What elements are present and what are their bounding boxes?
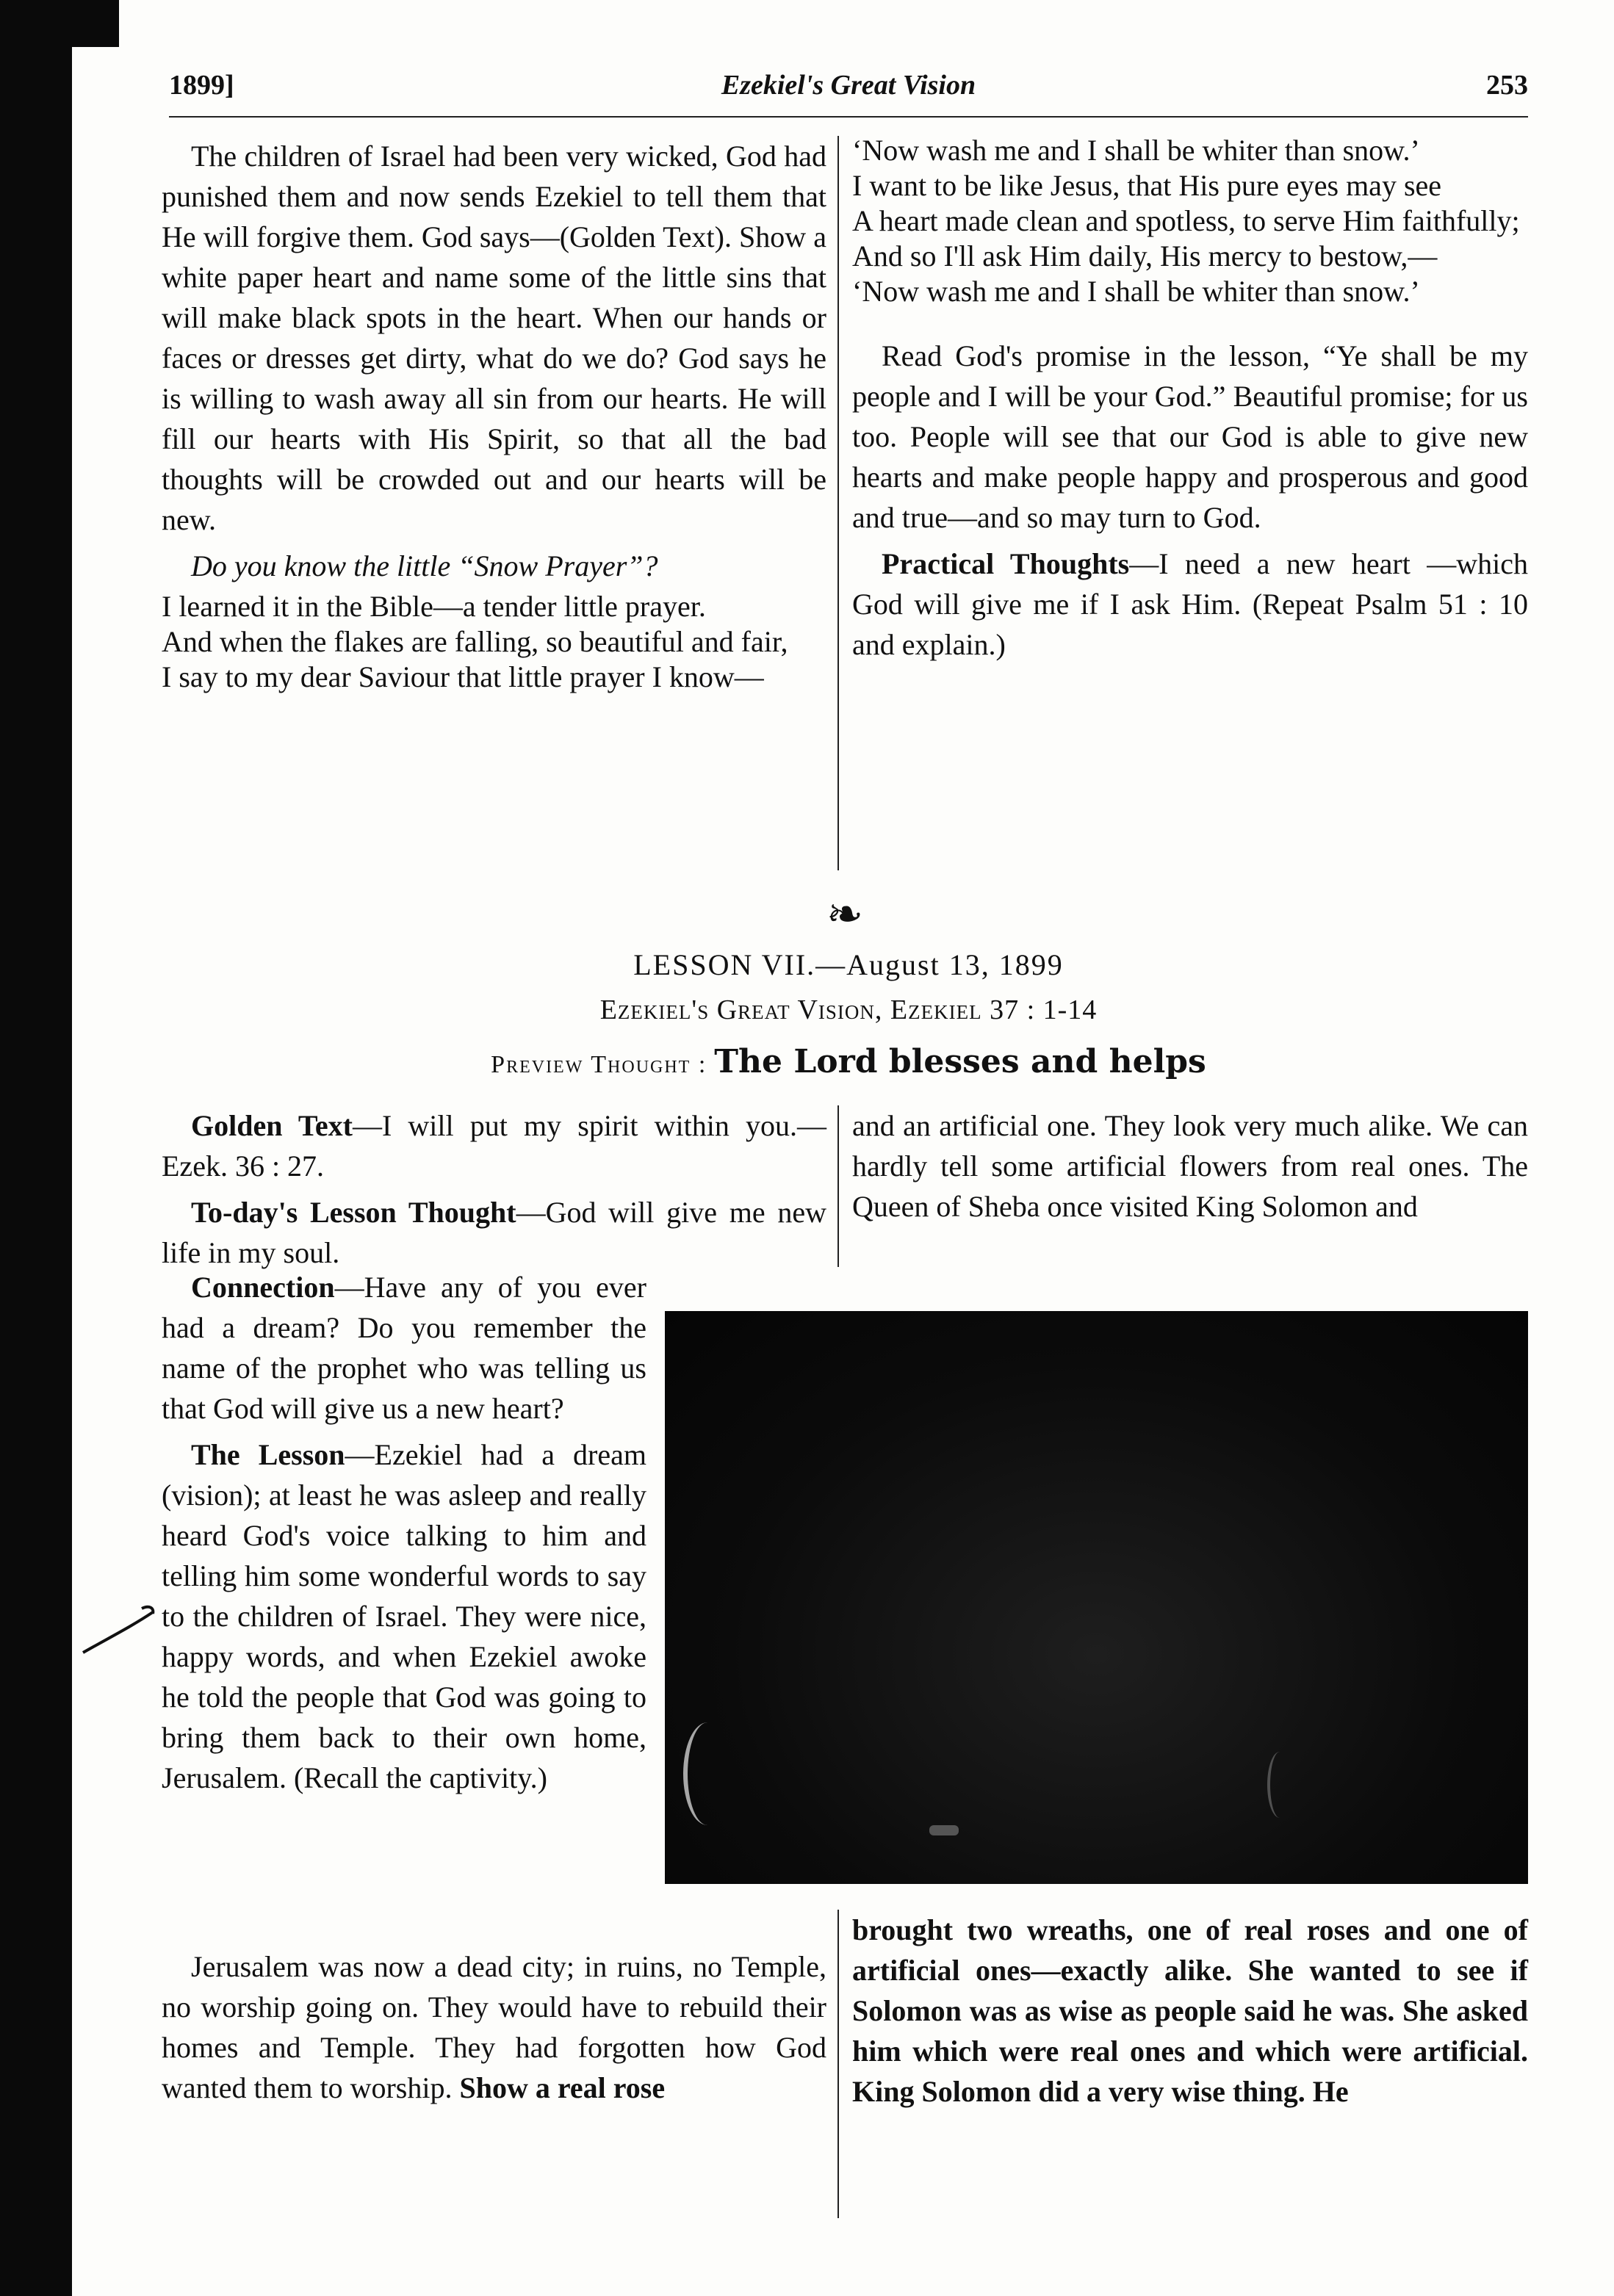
poem-line: I say to my dear Saviour that little prayer I know— (162, 660, 764, 693)
poem-line: And when the flakes are falling, so beautiful and fair, (162, 625, 788, 658)
connection-text: —Have any of you ever had a dream? Do you remember the name of the prophet who was telling us that God will give us a new heart? (162, 1271, 646, 1425)
lesson-paragraph (162, 1434, 646, 1798)
lesson-thought-label: To-day's Lesson Thought (191, 1196, 516, 1229)
column-divider (837, 1910, 839, 2218)
practical-thoughts-label: Practical Thoughts (882, 547, 1130, 580)
paragraph: Read God's promise in the lesson, “Ye shall be my people and I will be your God.” Beautiful promise; for us too. People will see that our God is able to give new hearts and make people happy and prosperous and good and true—and so may turn to God. (852, 339, 1528, 534)
paragraph: The children of Israel had been very wicked, God had punished them and now sends Ezekiel to tell them that He will forgive them. God says—(Golden Text). Show a white paper heart and name some of the little sins that will make black spots in the heart. When our hands or faces or dresses get dirty, what do we do? God says he is willing to wash away all sin from our hearts. He will fill our hearts with His Spirit, so that all the bad thoughts will be crowded out and our hearts will be new. (162, 140, 826, 536)
narrow-column (162, 1267, 646, 1804)
poem (852, 136, 1528, 306)
golden-text-label: Golden Text (191, 1109, 353, 1142)
page-number: 253 (1486, 70, 1528, 101)
preview-label: Preview Thought : (491, 1051, 707, 1078)
preview-text: The Lord blesses and helps (714, 1043, 1206, 1080)
header-title: Ezekiel's Great Vision (721, 70, 976, 101)
mid-left-column (162, 1105, 826, 1279)
poem-line: A heart made clean and spotless, to serve Him faithfully; (852, 204, 1520, 237)
lesson-label: The Lesson (191, 1438, 345, 1471)
photo-detail (683, 1722, 732, 1825)
paragraph: brought two wreaths, one of real roses and one of artificial ones—exactly alike. She wanted to see if Solomon was as wise as people said he was. She asked him which were real ones and which were artificial. King Solomon did a very wise thing. He (852, 1913, 1528, 2108)
golden-text-body: —I will put my spirit within you.—Ezek. 36 : 27. (162, 1109, 826, 1183)
handwritten-margin-mark (79, 1598, 160, 1656)
header-year: 1899] (169, 70, 234, 101)
photo-detail (1267, 1752, 1292, 1818)
paragraph-bold: Show a real rose (459, 2071, 666, 2104)
column-divider (837, 1105, 839, 1267)
top-right-column (852, 136, 1528, 671)
bottom-right-column (852, 1910, 1528, 2118)
binding-corner (72, 0, 119, 47)
lesson-text: —Ezekiel had a dream (vision); at least he was asleep and really heard God's voice talking to him and telling him some wonderful words to say to the children of Israel. They were nice, happy words, and when Ezekiel awoke he told the people that God was going to bring them back to their own home, Jerusalem. (Recall the captivity.) (162, 1438, 646, 1794)
paragraph: and an artificial one. They look very much alike. We can hardly tell some artificial flowers from real ones. The Queen of Sheba once visited King Solomon and (852, 1109, 1528, 1223)
top-left-column (162, 136, 826, 698)
running-header (169, 65, 1528, 118)
binding-edge (0, 0, 72, 2296)
bottom-left-column (162, 1946, 826, 2114)
connection-label: Connection (191, 1271, 335, 1304)
photograph (665, 1311, 1528, 1884)
poem-line: I learned it in the Bible—a tender little prayer. (162, 590, 706, 623)
paragraph (162, 1946, 826, 2108)
golden-text (162, 1105, 826, 1186)
paragraph (852, 544, 1528, 665)
lesson-subtitle: Ezekiel's Great Vision, Ezekiel 37 : 1-14 (599, 994, 1098, 1025)
practical-thoughts-text: —I need a new heart —which God will give me if I ask Him. (Repeat Psalm 51 : 10 and explain.) (852, 547, 1528, 661)
poem-line: And so I'll ask Him daily, His mercy to bestow,— (852, 239, 1438, 272)
paragraph: Do you know the little “Snow Prayer”? (191, 549, 658, 582)
lesson-thought (162, 1192, 826, 1273)
mid-right-column (852, 1105, 1528, 1232)
poem-line: ‘Now wash me and I shall be whiter than snow.’ (852, 275, 1420, 308)
preview-thought (169, 1043, 1528, 1080)
connection-paragraph (162, 1267, 646, 1429)
column-divider (837, 136, 839, 870)
lesson-title: LESSON VII.—August 13, 1899 (633, 948, 1064, 981)
ornament-divider: ❧ (826, 890, 864, 939)
lesson-thought-body: —God will give me new life in my soul. (162, 1196, 826, 1269)
paragraph-text: Jerusalem was now a dead city; in ruins, no Temple, no worship going on. They would have to rebuild their homes and Temple. They had forgotten how God wanted them to worship. (162, 1950, 826, 2104)
poem-line: I want to be like Jesus, that His pure eyes may see (852, 169, 1442, 202)
poem-line: ‘Now wash me and I shall be whiter than snow.’ (852, 134, 1420, 167)
photo-detail (929, 1825, 959, 1835)
